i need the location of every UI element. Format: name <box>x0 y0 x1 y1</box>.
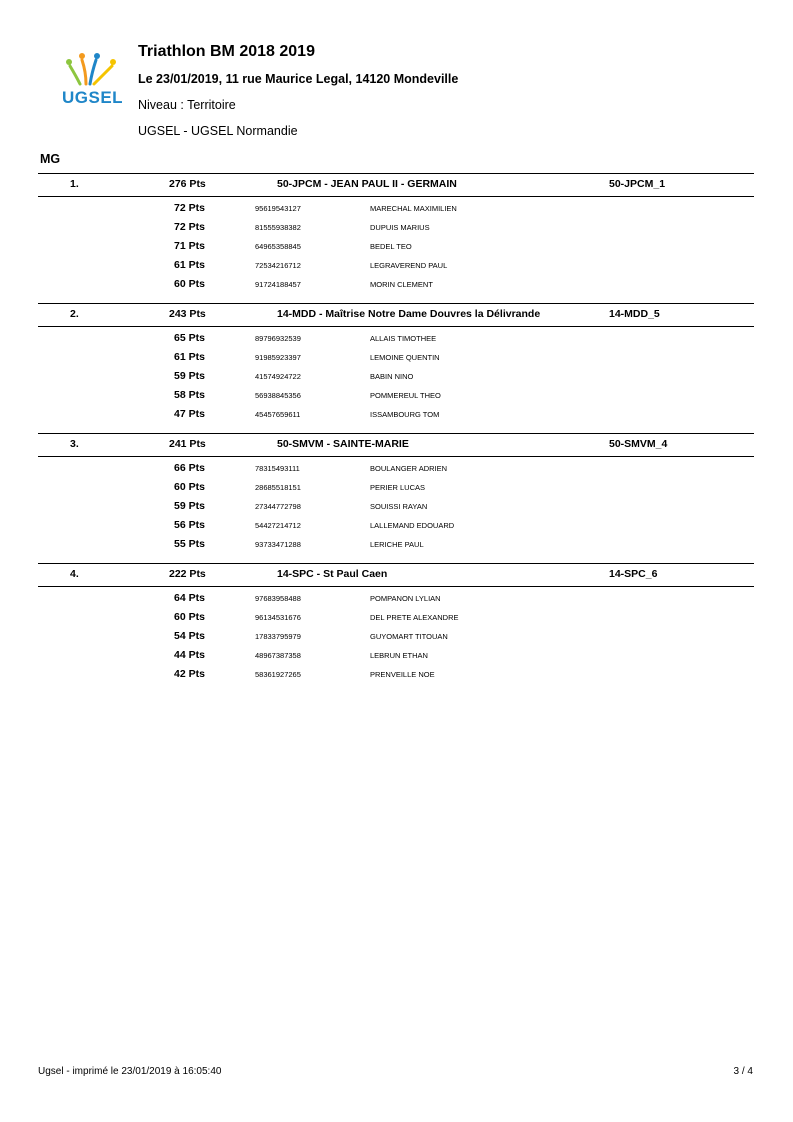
team-points: 222 Pts <box>169 568 206 580</box>
member-row <box>38 646 754 665</box>
member-license-id: 91724188457 <box>255 280 301 289</box>
team-rank: 2. <box>70 308 79 320</box>
member-license-id: 27344772798 <box>255 502 301 511</box>
member-row <box>38 199 754 218</box>
member-name: BABIN NINO <box>370 372 414 381</box>
member-row <box>38 386 754 405</box>
member-license-id: 72534216712 <box>255 261 301 270</box>
member-name: BEDEL TEO <box>370 242 412 251</box>
member-license-id: 58361927265 <box>255 670 301 679</box>
team-block <box>38 173 754 294</box>
member-row <box>38 627 754 646</box>
member-row <box>38 535 754 554</box>
member-row <box>38 497 754 516</box>
member-points: 72 Pts <box>174 221 205 233</box>
member-row <box>38 608 754 627</box>
member-points: 42 Pts <box>174 668 205 680</box>
team-points: 241 Pts <box>169 438 206 450</box>
team-rank: 3. <box>70 438 79 450</box>
member-row <box>38 665 754 684</box>
logo-text: UGSEL <box>62 88 124 107</box>
team-members <box>38 587 754 684</box>
member-row <box>38 348 754 367</box>
member-name: PERIER LUCAS <box>370 483 426 492</box>
member-row <box>38 478 754 497</box>
team-members <box>38 197 754 294</box>
member-license-id: 17833795979 <box>255 632 301 641</box>
team-name: 14-MDD - Maîtrise Notre Dame Douvres la Délivrande <box>277 308 541 320</box>
member-name: MARECHAL MAXIMILIEN <box>370 204 457 213</box>
member-points: 47 Pts <box>174 408 205 420</box>
member-points: 44 Pts <box>174 649 205 661</box>
team-rank: 1. <box>70 178 79 190</box>
member-name: POMMEREUL THEO <box>370 391 441 400</box>
member-row <box>38 516 754 535</box>
member-name: DEL PRETE ALEXANDRE <box>370 613 459 622</box>
member-name: POMPANON LYLIAN <box>370 594 441 603</box>
member-row <box>38 405 754 424</box>
team-block <box>38 433 754 554</box>
member-license-id: 93733471288 <box>255 540 301 549</box>
member-points: 58 Pts <box>174 389 205 401</box>
team-rank: 4. <box>70 568 79 580</box>
member-name: GUYOMART TITOUAN <box>370 632 448 641</box>
member-name: LEMOINE QUENTIN <box>370 353 440 362</box>
results-table <box>38 173 754 693</box>
member-points: 72 Pts <box>174 202 205 214</box>
team-name: 50-SMVM - SAINTE-MARIE <box>277 438 409 450</box>
member-license-id: 56938845356 <box>255 391 301 400</box>
member-points: 59 Pts <box>174 500 205 512</box>
event-date-location: Le 23/01/2019, 11 rue Maurice Legal, 14120 Mondeville <box>138 72 459 86</box>
member-points: 71 Pts <box>174 240 205 252</box>
member-name: DUPUIS MARIUS <box>370 223 430 232</box>
member-license-id: 89796932539 <box>255 334 301 343</box>
member-license-id: 48967387358 <box>255 651 301 660</box>
member-points: 64 Pts <box>174 592 205 604</box>
team-row <box>38 433 754 457</box>
team-block <box>38 303 754 424</box>
member-points: 65 Pts <box>174 332 205 344</box>
team-row <box>38 173 754 197</box>
member-points: 61 Pts <box>174 351 205 363</box>
member-name: PRENVEILLE NOE <box>370 670 435 679</box>
member-license-id: 41574924722 <box>255 372 301 381</box>
team-block <box>38 563 754 684</box>
member-name: LEBRUN ETHAN <box>370 651 428 660</box>
member-name: SOUISSI RAYAN <box>370 502 428 511</box>
team-code: 50-JPCM_1 <box>609 178 666 190</box>
member-row <box>38 275 754 294</box>
member-name: LEGRAVEREND PAUL <box>370 261 448 270</box>
member-row <box>38 459 754 478</box>
member-points: 61 Pts <box>174 259 205 271</box>
member-row <box>38 256 754 275</box>
member-row <box>38 367 754 386</box>
member-points: 60 Pts <box>174 278 205 290</box>
member-points: 60 Pts <box>174 481 205 493</box>
category-label: MG <box>40 152 61 166</box>
member-name: LALLEMAND EDOUARD <box>370 521 455 530</box>
member-row <box>38 589 754 608</box>
team-row <box>38 303 754 327</box>
member-license-id: 95619543127 <box>255 204 301 213</box>
member-license-id: 64965358845 <box>255 242 301 251</box>
page-title: Triathlon BM 2018 2019 <box>138 43 315 60</box>
member-license-id: 54427214712 <box>255 521 301 530</box>
team-row <box>38 563 754 587</box>
member-license-id: 78315493111 <box>255 464 300 473</box>
member-points: 66 Pts <box>174 462 205 474</box>
team-members <box>38 457 754 554</box>
team-points: 276 Pts <box>169 178 206 190</box>
member-points: 55 Pts <box>174 538 205 550</box>
member-license-id: 96134531676 <box>255 613 301 622</box>
member-points: 54 Pts <box>174 630 205 642</box>
team-code: 14-SPC_6 <box>609 568 658 580</box>
team-code: 14-MDD_5 <box>609 308 660 320</box>
member-row <box>38 218 754 237</box>
competition-level: Niveau : Territoire <box>138 98 236 112</box>
member-license-id: 91985923397 <box>255 353 301 362</box>
member-row <box>38 329 754 348</box>
team-members <box>38 327 754 424</box>
page-number: 3 / 4 <box>733 1066 753 1077</box>
member-name: LERICHE PAUL <box>370 540 424 549</box>
member-name: BOULANGER ADRIEN <box>370 464 448 473</box>
member-name: ALLAIS TIMOTHEE <box>370 334 437 343</box>
member-license-id: 28685518151 <box>255 483 301 492</box>
member-license-id: 45457659611 <box>255 410 301 419</box>
team-name: 50-JPCM - JEAN PAUL II - GERMAIN <box>277 178 457 190</box>
member-points: 56 Pts <box>174 519 205 531</box>
member-name: ISSAMBOURG TOM <box>370 410 440 419</box>
member-points: 60 Pts <box>174 611 205 623</box>
member-license-id: 97683958488 <box>255 594 301 603</box>
organization: UGSEL - UGSEL Normandie <box>138 124 298 138</box>
member-points: 59 Pts <box>174 370 205 382</box>
member-name: MORIN CLEMENT <box>370 280 433 289</box>
member-license-id: 81555938382 <box>255 223 301 232</box>
team-name: 14-SPC - St Paul Caen <box>277 568 388 580</box>
print-timestamp: Ugsel - imprimé le 23/01/2019 à 16:05:40 <box>38 1066 222 1077</box>
member-row <box>38 237 754 256</box>
team-points: 243 Pts <box>169 308 206 320</box>
team-code: 50-SMVM_4 <box>609 438 668 450</box>
